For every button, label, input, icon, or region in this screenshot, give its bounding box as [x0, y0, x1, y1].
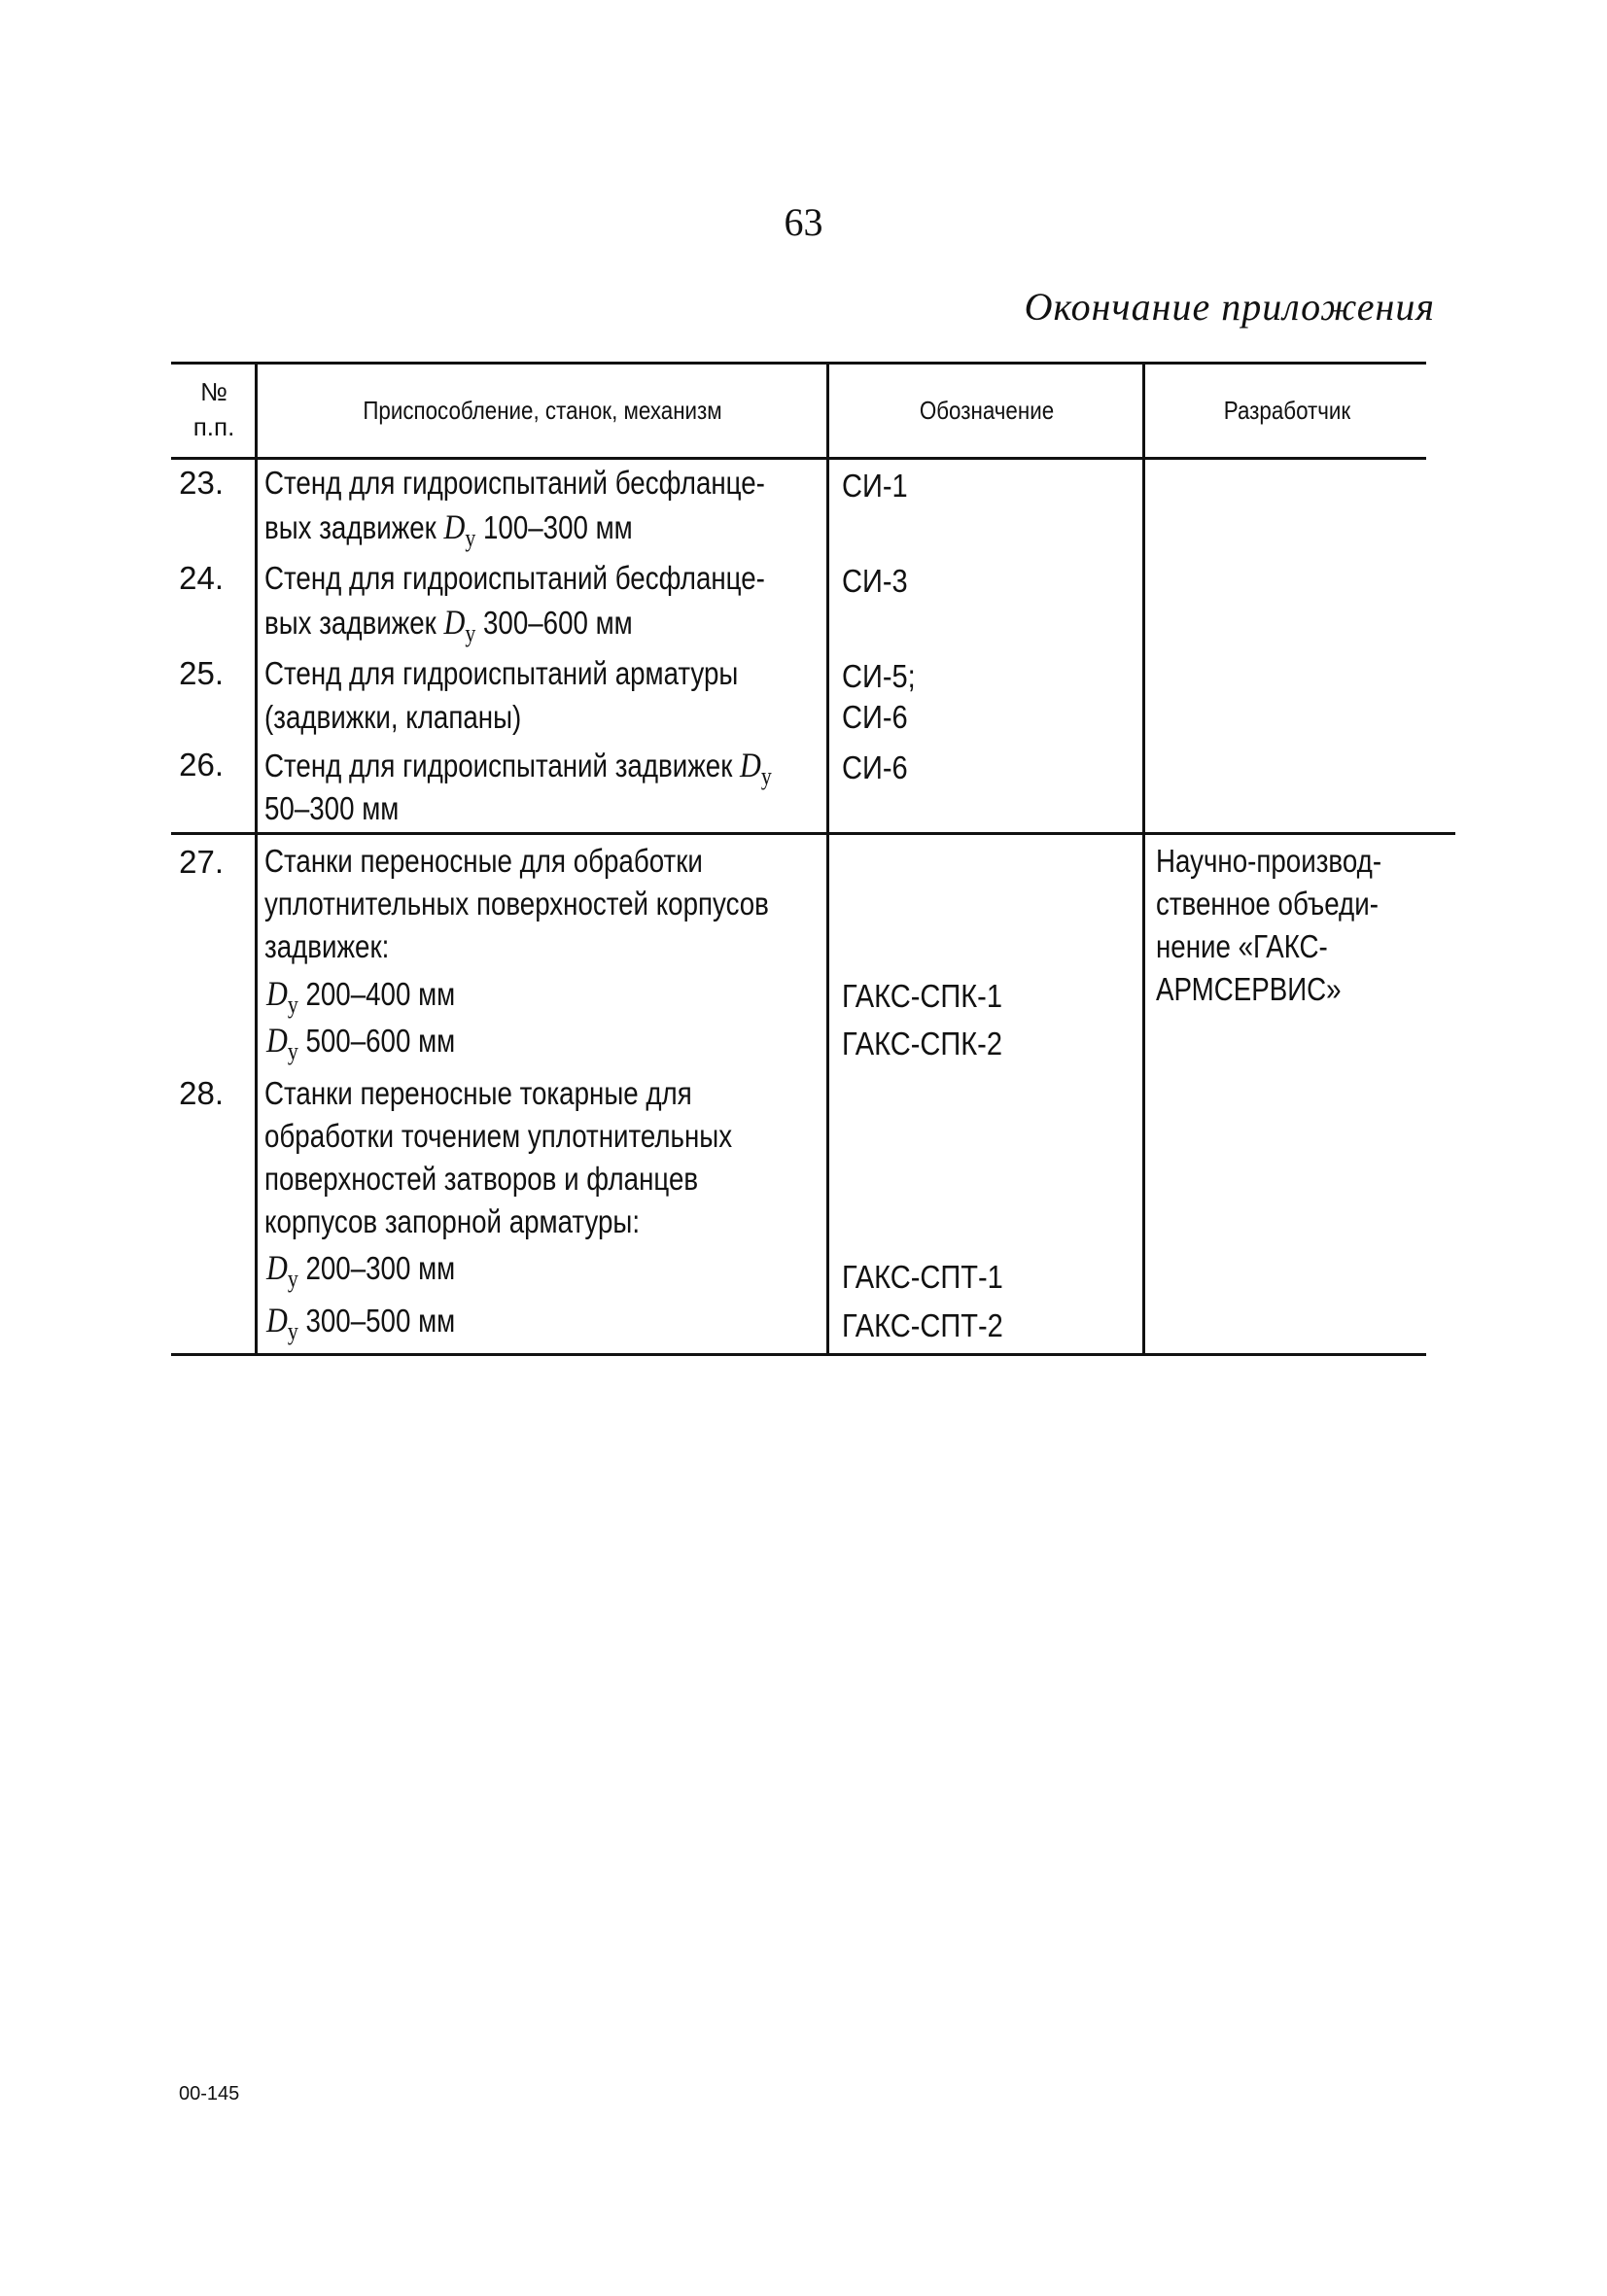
row-24-text-line1: Стенд для гидроиспытаний бесфланце-	[264, 560, 765, 596]
header-num-line1: №	[200, 377, 227, 406]
row-23-dy-symbol: $D_у$	[443, 507, 476, 552]
row-23-text-line1: Стенд для гидроиспытаний бесфланце-	[264, 465, 765, 501]
row-27-text-line3: задвижек:	[264, 928, 390, 964]
row-25-designation-1: СИ-5;	[842, 658, 916, 694]
row-23-text-line2	[264, 505, 633, 560]
row-24-text-line2	[264, 601, 633, 655]
table-header-rule	[171, 457, 1426, 460]
row-27-text-line1: Станки переносные для обработки	[264, 843, 703, 879]
header-num-line2: п.п.	[192, 412, 235, 441]
row-27-sub2-range: 500–600 мм	[305, 1023, 456, 1059]
row-24-range: 300–600 мм	[482, 605, 633, 641]
row-27-sub1-designation: ГАКС-СПК-1	[842, 978, 1002, 1014]
row-28-sub1-range: 200–300 мм	[305, 1250, 456, 1286]
row-25-number: 25.	[179, 655, 224, 691]
header-developer: Разработчик	[1223, 396, 1351, 425]
row-24-dy-symbol: $D_у$	[443, 603, 476, 647]
row-26-dy-symbol: $D_у$	[740, 746, 772, 790]
row-27-developer-line3: нение «ГАКС-	[1156, 928, 1328, 964]
row-28-sub1-dy-symbol: $D_у$	[266, 1248, 298, 1293]
row-28-sub2-range: 300–500 мм	[305, 1303, 456, 1339]
table-bottom-rule	[171, 1353, 1426, 1356]
row-27-sub1-dy-symbol: $D_у$	[266, 974, 298, 1019]
row-28-sub1	[266, 1246, 455, 1301]
row-23-designation: СИ-1	[842, 468, 908, 504]
row-28-text-line1: Станки переносные токарные для	[264, 1075, 692, 1111]
header-designation: Обозначение	[919, 396, 1055, 425]
row-27-sub1-range: 200–400 мм	[305, 976, 456, 1012]
row-23-prefix: вых задвижек	[264, 509, 437, 545]
row-27-sub2-designation: ГАКС-СПК-2	[842, 1026, 1002, 1061]
row-27-sub2-dy-symbol: $D_у$	[266, 1021, 298, 1065]
row-28-text-line2: обработки точением уплотнительных	[264, 1118, 733, 1154]
row-26-number: 26.	[179, 747, 224, 783]
row-26-prefix: Стенд для гидроиспытаний задвижек	[264, 748, 733, 783]
column-rule-3	[1142, 362, 1145, 1353]
row-25-designation-2: СИ-6	[842, 699, 908, 735]
row-28-sub1-designation: ГАКС-СПТ-1	[842, 1259, 1003, 1295]
header-num	[175, 374, 253, 444]
row-27-sub2	[266, 1019, 455, 1073]
row-28-text-line3: поверхностей затворов и фланцев	[264, 1161, 699, 1197]
column-rule-2	[826, 362, 829, 1353]
row-23-range: 100–300 мм	[482, 509, 633, 545]
row-27-number: 27.	[179, 844, 224, 880]
row-25-text-line1: Стенд для гидроиспытаний арматуры	[264, 655, 739, 691]
row-27-developer-line1: Научно-производ-	[1156, 843, 1382, 879]
row-26-designation: СИ-6	[842, 749, 908, 785]
table-group-rule	[171, 832, 1455, 835]
row-28-number: 28.	[179, 1075, 224, 1111]
table-top-rule	[171, 362, 1426, 365]
header-device: Приспособление, станок, механизм	[363, 396, 722, 425]
column-rule-1	[255, 362, 258, 1353]
row-26-text-line2: 50–300 мм	[264, 790, 400, 826]
row-28-sub2	[266, 1299, 455, 1353]
row-28-sub2-designation: ГАКС-СПТ-2	[842, 1307, 1003, 1343]
row-27-developer-line4: АРМСЕРВИС»	[1156, 971, 1342, 1007]
row-27-developer-line2: ственное объеди-	[1156, 886, 1379, 922]
row-28-sub2-dy-symbol: $D_у$	[266, 1301, 298, 1345]
page-number: 63	[784, 200, 823, 244]
appendix-caption: Окончание приложения	[1024, 285, 1435, 329]
row-24-number: 24.	[179, 560, 224, 596]
row-28-text-line4: корпусов запорной арматуры:	[264, 1203, 641, 1239]
row-24-prefix: вых задвижек	[264, 605, 437, 641]
row-27-text-line2: уплотнительных поверхностей корпусов	[264, 886, 769, 922]
footer-code: 00-145	[179, 2083, 240, 2105]
row-24-designation: СИ-3	[842, 563, 908, 599]
row-23-number: 23.	[179, 465, 224, 501]
row-25-text-line2: (задвижки, клапаны)	[264, 699, 522, 735]
